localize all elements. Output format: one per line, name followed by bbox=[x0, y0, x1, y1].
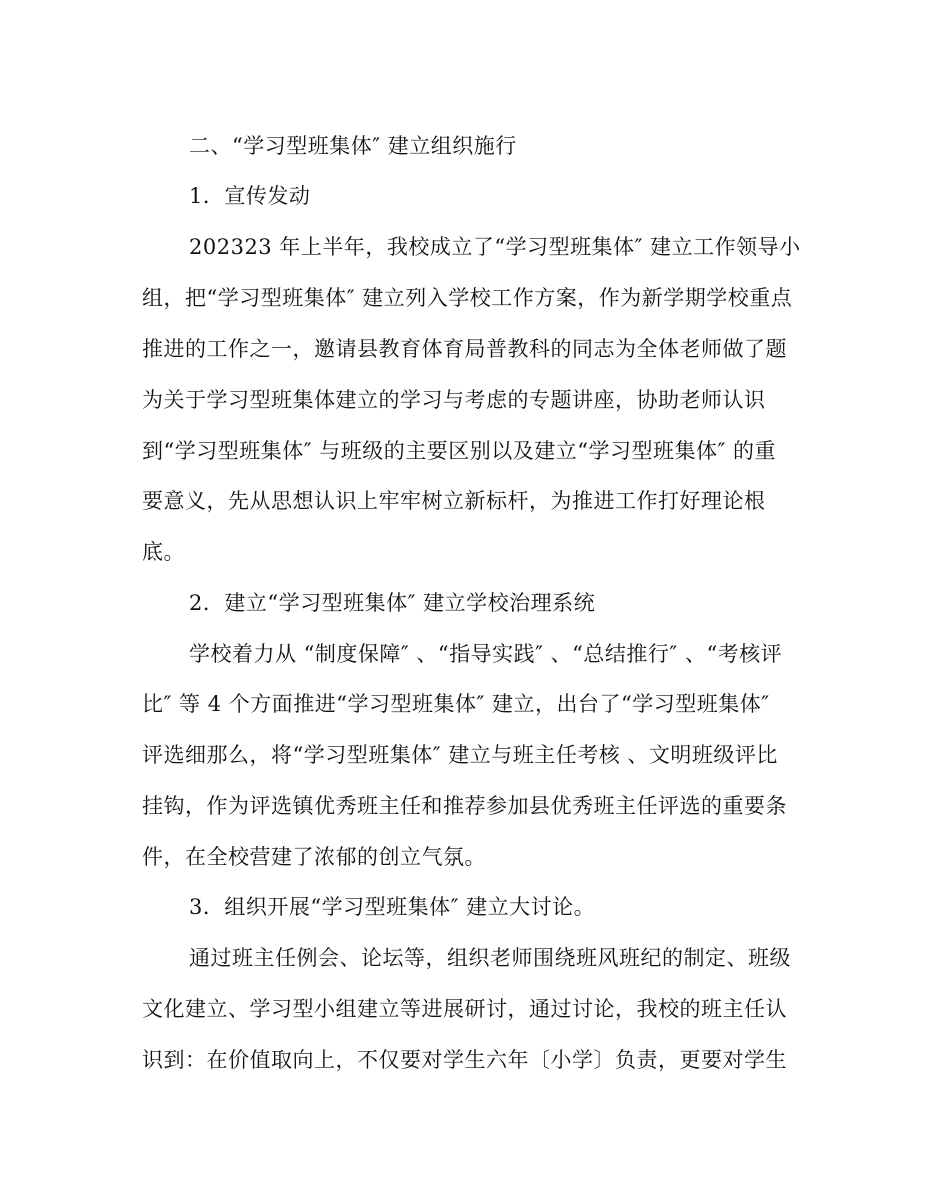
paragraph-2-line-1: 学校着力从 “制度保障″ 、“指导实践″ 、“总结推行″ 、“考核评 bbox=[189, 642, 783, 666]
paragraph-3-line-3: 识到：在价值取向上，不仅要对学生六年〔小学〕负责，更要对学生 bbox=[142, 1048, 787, 1072]
paragraph-2-line-3: 评选细那么，将“学习型班集体″ 建立与班主任考核 、文明班级评比 bbox=[142, 743, 778, 767]
paragraph-1-line-6: 要意义，先从思想认识上牢牢树立新标杆，为推进工作打好理论根 bbox=[142, 489, 766, 513]
paragraph-2-line-2: 比″ 等 4 个方面推进“学习型班集体″ 建立，出台了“学习型班集体″ bbox=[142, 692, 770, 716]
paragraph-1-line-5: 到“学习型班集体″ 与班级的主要区别以及建立“学习型班集体″ 的重 bbox=[142, 439, 777, 463]
paragraph-1-line-3: 推进的工作之一，邀请县教育体育局普教科的同志为全体老师做了题 bbox=[142, 337, 787, 361]
subheading-3: 3．组织开展“学习型班集体″ 建立大讨论。 bbox=[189, 895, 596, 919]
subheading-2: 2．建立“学习型班集体″ 建立学校治理系统 bbox=[189, 591, 596, 615]
paragraph-1-line-2: 组，把“学习型班集体″ 建立列入学校工作方案，作为新学期学校重点 bbox=[142, 286, 793, 310]
paragraph-1-line-7: 底。 bbox=[142, 540, 185, 564]
paragraph-2-line-5: 件，在全校营建了浓郁的创立气氛。 bbox=[142, 845, 486, 869]
paragraph-2-line-4: 挂钩，作为评选镇优秀班主任和推荐参加县优秀班主任评选的重要条 bbox=[142, 794, 787, 818]
paragraph-3-line-1: 通过班主任例会、论坛等，组织老师围绕班风班纪的制定、班级 bbox=[189, 946, 791, 970]
section-heading-2: 二、“学习型班集体″ 建立组织施行 bbox=[189, 134, 517, 158]
paragraph-3-line-2: 文化建立、学习型小组建立等进展研讨，通过讨论，我校的班主任认 bbox=[142, 997, 787, 1021]
paragraph-1-line-1: 202323 年上半年，我校成立了“学习型班集体″ 建立工作领导小 bbox=[189, 235, 801, 259]
subheading-1: 1．宣传发动 bbox=[189, 184, 311, 208]
paragraph-1-line-4: 为关于学习型班集体建立的学习与考虑的专题讲座，协助老师认识 bbox=[142, 388, 766, 412]
